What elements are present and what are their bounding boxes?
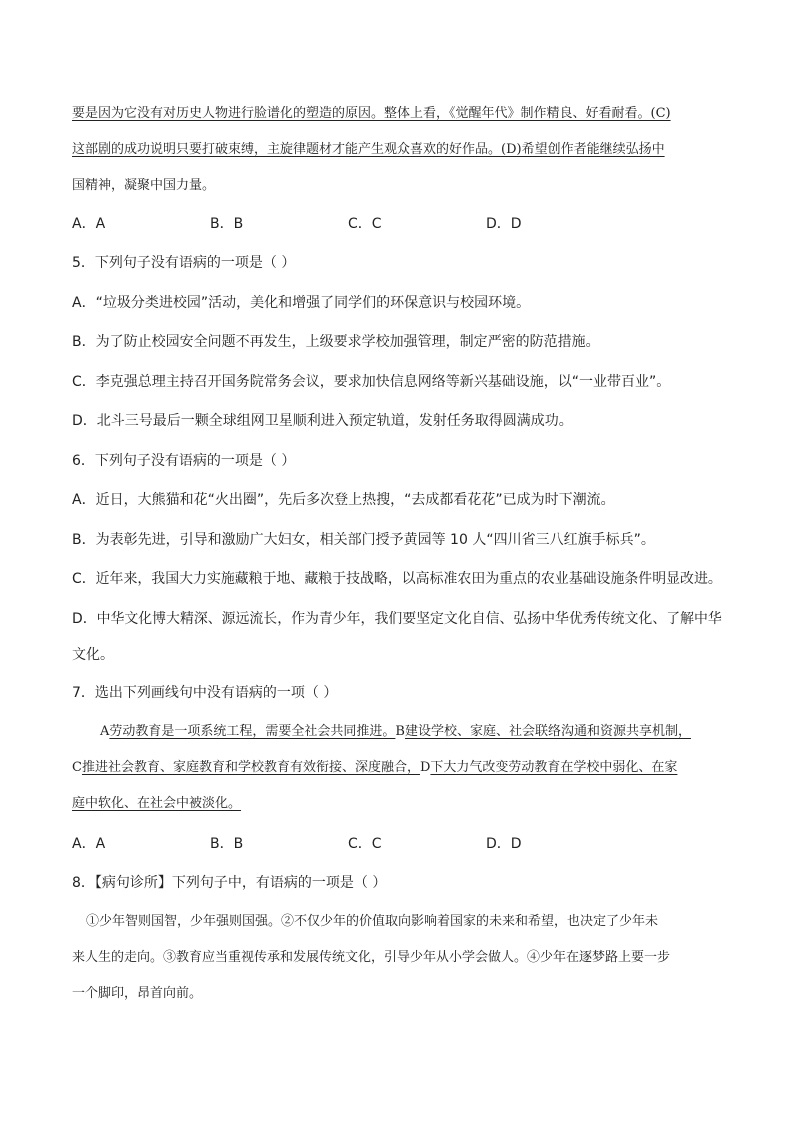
q7-sentence-a: 劳动教育是一项系统工程，需要全社会共同推进。 [109, 724, 396, 739]
q8-stem: 8．【病句诊所】下列句子中，有语病的一项是（ ） [72, 875, 387, 891]
q6-option-c: C．近年来，我国大力实施藏粮于地、藏粮于技战略，以高标准农田为重点的农业基础设施条件明显改进。 [72, 571, 722, 587]
q7-sentence-c: 推进社会教育、家庭教育和学校教育有效衔接、深度融合， [81, 760, 420, 775]
passage-sentence-d: (D)希望创作者能继续弘扬中 [501, 142, 665, 157]
passage-underlined-sentence-c: 这部剧的成功说明只要打破束缚，主旋律题材才能产生观众喜欢的好作品。 [72, 142, 502, 157]
q6-option-b: B．为表彰先进，引导和激励广大妇女，相关部门授予黄园等 10 人“四川省三八红旗手标兵”。 [72, 532, 655, 548]
q7-sentence-d-part-1: 下大力气改变劳动教育在学校中弱化、在家 [430, 760, 678, 775]
q7-sentence-b: 建设学校、家庭、社会联络沟通和资源共享机制， [404, 724, 691, 739]
q5-option-d: D．北斗三号最后一颗全球组网卫星顺利进入预定轨道，发射任务取得圆满成功。 [72, 413, 573, 429]
q8-passage-line-2: 来人生的走向。③教育应当重视传承和发展传统文化，引导少年从小学会做人。④少年在逐梦路上要一步 [72, 950, 671, 965]
q4-option-a: A．A [72, 216, 106, 232]
q7-mark-c: C [72, 760, 82, 775]
q7-mark-d: D [419, 760, 431, 775]
passage-line-1: 要是因为它没有对历史人物进行脸谱化的塑造的原因。整体上看，《觉醒年代》制作精良、好看耐看。(C) [72, 106, 671, 121]
q8-passage-line-3: 一个脚印，昂首向前。 [72, 986, 203, 1001]
q4-option-c: C．C [348, 216, 382, 232]
q4-option-d: D．D [486, 216, 522, 232]
q7-mark-a: A [100, 724, 110, 739]
q6-option-a: A．近日，大熊猫和花“火出圈”，先后多次登上热搜，“去成都看花花”已成为时下潮流。 [72, 492, 615, 508]
q7-option-d: D．D [486, 836, 522, 852]
q4-option-b: B．B [210, 216, 244, 232]
passage-line-2 [72, 140, 665, 160]
q5-option-b: B．为了防止校园安全问题不再发生，上级要求学校加强管理，制定严密的防范措施。 [72, 334, 600, 350]
q5-stem: 5．下列句子没有语病的一项是（ ） [72, 255, 296, 271]
q7-option-c: C．C [348, 836, 382, 852]
q7-stem: 7．选出下列画线句中没有语病的一项（ ） [72, 685, 338, 701]
q5-option-c: C．李克强总理主持召开国务院常务会议，要求加快信息网络等新兴基础设施，以“一业带百业”。 [72, 374, 671, 390]
q6-option-d-line-1: D．中华文化博大精深、源远流长，作为青少年，我们要坚定文化自信、弘扬中华优秀传统文化、了解中华 [72, 611, 722, 627]
q6-stem: 6．下列句子没有语病的一项是（ ） [72, 453, 296, 469]
q5-option-a: A．“垃圾分类进校园”活动，美化和增强了同学们的环保意识与校园环境。 [72, 295, 531, 311]
q7-mark-b: B [395, 724, 405, 739]
q7-passage-line-1 [100, 722, 691, 742]
q7-sentence-d-part-2: 庭中软化、在社会中被淡化。 [72, 796, 242, 811]
q7-option-b: B．B [210, 836, 244, 852]
q6-option-d-line-2: 文化。 [72, 647, 114, 663]
passage-line-3: 国精神，凝聚中国力量。 [72, 178, 216, 193]
q7-passage-line-2 [72, 758, 677, 778]
q8-passage-line-1: ①少年智则国智，少年强则国强。②不仅少年的价值取向影响着国家的未来和希望，也决定了少年未 [86, 914, 659, 929]
q7-option-a: A．A [72, 836, 106, 852]
